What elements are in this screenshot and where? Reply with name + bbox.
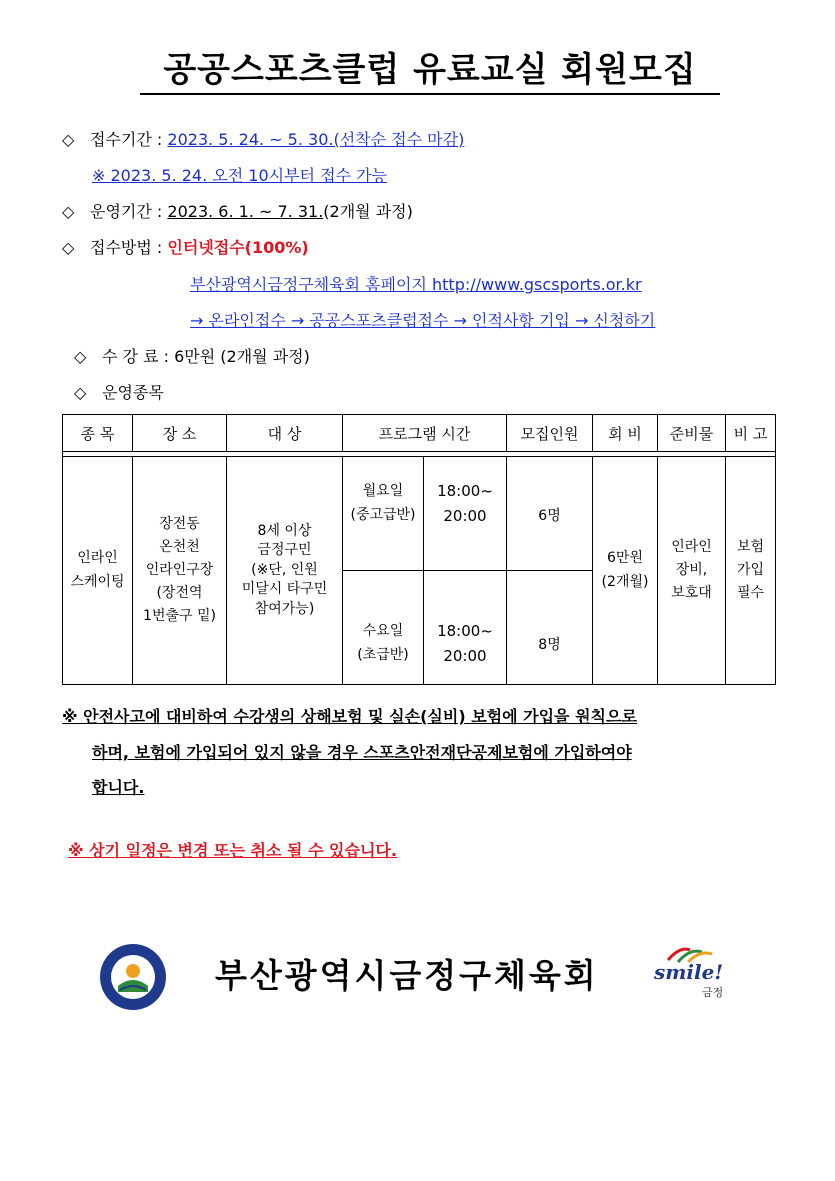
reception-period-row (62, 127, 464, 150)
session-level: (중고급반) (350, 506, 416, 523)
schedule-change-warning: ※ 상기 일정은 변경 또는 취소 될 수 있습니다. (68, 841, 397, 860)
session-time-cell (424, 457, 507, 571)
place-line: 장전동 (159, 515, 200, 532)
operation-period-suffix: (2개월 과정) (323, 202, 413, 221)
fee-row (74, 344, 310, 367)
remarks-line: 가입 (736, 561, 765, 578)
diamond-bullet-icon: ◇ (62, 130, 75, 149)
remarks-line: 필수 (736, 585, 765, 602)
target-line: 8세 이상 (257, 522, 312, 539)
reception-method-row (62, 235, 309, 258)
remarks-cell (726, 457, 776, 685)
header-fee: 회 비 (593, 415, 658, 452)
insurance-notice-line3: 합니다. (92, 778, 145, 797)
sport-cell (63, 457, 133, 685)
operation-period-row (62, 199, 413, 222)
session-level: (초급반) (357, 646, 409, 663)
header-remarks: 비 고 (726, 415, 776, 452)
supplies-line: 인라인 (671, 538, 712, 555)
header-place: 장 소 (133, 415, 227, 452)
sports-label: 운영종목 (102, 383, 164, 402)
application-steps: → 온라인접수 → 공공스포츠클럽접수 → 인적사항 기입 → 신청하기 (190, 311, 656, 330)
session-day-cell (343, 457, 424, 571)
page-title: 공공스포츠클럽 유료교실 회원모집 (140, 42, 720, 95)
reception-period-value: 2023. 5. 24. ~ 5. 30.(선착순 접수 마감) (167, 130, 465, 149)
session-day: 수요일 (362, 623, 404, 640)
fee-cell (593, 457, 658, 685)
smile-geumjeong-logo (650, 944, 730, 1004)
sports-row (74, 380, 164, 403)
place-line: 인라인구장 (145, 561, 214, 578)
place-line: 1번출구 밑) (143, 608, 216, 625)
header-capacity: 모집인원 (507, 415, 593, 452)
session-capacity: 8명 (507, 571, 593, 685)
session-time-start: 18:00~ (437, 621, 493, 640)
session-time-cell (424, 571, 507, 685)
target-line: 금정구민 (257, 542, 312, 559)
header-sport: 종 목 (63, 415, 133, 452)
fee-line: (2개월) (601, 573, 649, 590)
association-seal-icon (98, 942, 168, 1012)
reception-method-value: 인터넷접수(100%) (167, 238, 309, 257)
diamond-bullet-icon: ◇ (74, 347, 87, 366)
reception-start-note: ※ 2023. 5. 24. 오전 10시부터 접수 가능 (92, 166, 387, 185)
insurance-notice-line1: ※ 안전사고에 대비하여 수강생의 상해보험 및 실손(실비) 보험에 가입을 원칙으로 (62, 707, 637, 726)
place-line: (장전역 (156, 585, 203, 602)
session-time-start: 18:00~ (437, 481, 493, 500)
place-line: 온천천 (159, 538, 200, 555)
diamond-bullet-icon: ◇ (74, 383, 87, 402)
header-target: 대 상 (227, 415, 343, 452)
insurance-notice-line2: 하며, 보험에 가입되어 있지 않을 경우 스포츠안전재단공제보험에 가입하여야 (92, 743, 632, 762)
session-time-end: 20:00 (443, 646, 487, 665)
target-cell (227, 457, 343, 685)
organization-name: 부산광역시금정구체육회 (215, 956, 599, 995)
diamond-bullet-icon: ◇ (62, 202, 75, 221)
sport-line: 인라인 (77, 550, 118, 567)
sport-line: 스케이팅 (70, 573, 125, 590)
session-capacity: 6명 (507, 457, 593, 571)
schedule-table (62, 414, 776, 685)
header-program-time: 프로그램 시간 (343, 415, 507, 452)
header-supplies: 준비물 (658, 415, 726, 452)
target-line: (※단, 인원 (251, 561, 318, 578)
supplies-cell (658, 457, 726, 685)
reception-period-label: 접수기간 : (90, 130, 163, 149)
session-day-cell (343, 571, 424, 685)
supplies-line: 장비, (675, 561, 708, 578)
smile-logo-subtext: 금정 (702, 986, 724, 999)
fee-line: 6만원 (607, 550, 643, 567)
fee-label: 수 강 료 : (102, 347, 170, 366)
remarks-line: 보험 (736, 538, 765, 555)
homepage-link[interactable]: 부산광역시금정구체육회 홈페이지 http://www.gscsports.or.kr (190, 275, 642, 294)
target-line: 미달시 타구민 (241, 581, 328, 598)
operation-period-value: 2023. 6. 1. ~ 7. 31. (167, 202, 324, 221)
operation-period-label: 운영기간 : (90, 202, 163, 221)
supplies-line: 보호대 (671, 585, 712, 602)
diamond-bullet-icon: ◇ (62, 238, 75, 257)
fee-value: 6만원 (2개월 과정) (174, 347, 310, 366)
session-day: 월요일 (362, 483, 404, 500)
target-line: 참여가능) (254, 600, 315, 617)
place-cell (133, 457, 227, 685)
smile-logo-text: smile! (654, 960, 724, 984)
session-time-end: 20:00 (443, 506, 487, 525)
reception-method-label: 접수방법 : (90, 238, 163, 257)
